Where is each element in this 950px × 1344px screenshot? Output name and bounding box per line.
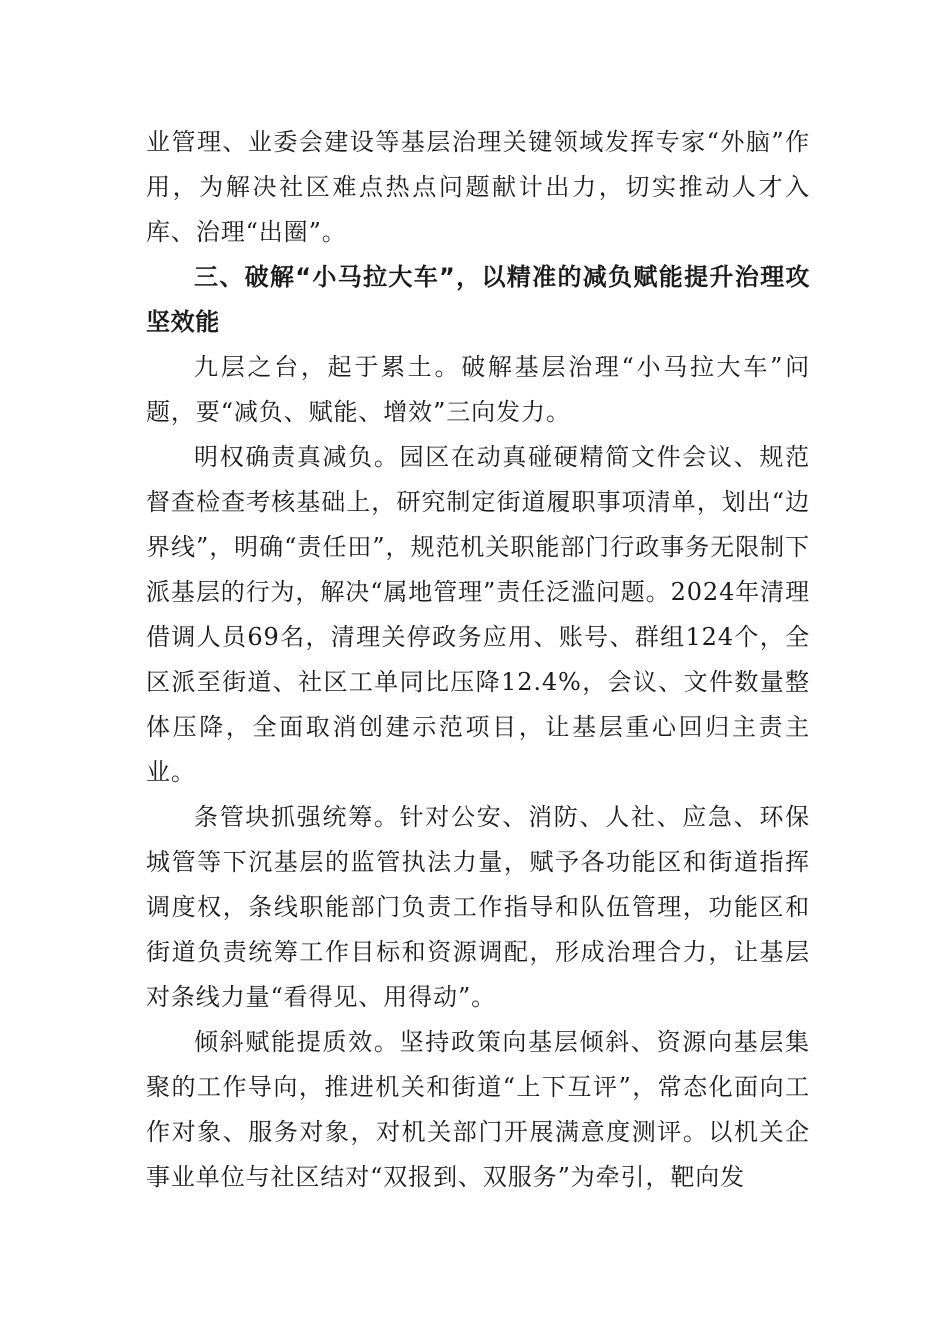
paragraph-burden-reduction: 明权确责真减负。园区在动真碰硬精简文件会议、规范督查检查考核基础上，研究制定街道履职事项清单，划出“边界线”，明确“责任田”，规范机关职能部门行政事务无限制下派基层的行为，解决“属地管理”责任泛滥问题。2024年清理借调人员69名，清理关停政务应用、账号、群组124个，全区派至街道、社区工单同比压降12.4%，会议、文件数量整体压降，全面取消创建示范项目，让基层重心回归主责主业。 <box>146 443 810 786</box>
paragraph-intro: 九层之台，起于累土。破解基层治理“小马拉大车”问题，要“减负、赋能、增效”三向发力。 <box>146 353 810 426</box>
section-heading: 三、破解“小马拉大车”，以精准的减负赋能提升治理攻坚效能 <box>146 263 810 336</box>
paragraph-continuation: 业管理、业委会建设等基层治理关键领域发挥专家“外脑”作用，为解决社区难点热点问题献计出力，切实推动人才入库、治理“出圈”。 <box>146 128 810 246</box>
paragraph-coordination: 条管块抓强统筹。针对公安、消防、人社、应急、环保城管等下沉基层的监管执法力量，赋予各功能区和街道指挥调度权，条线职能部门负责工作指导和队伍管理，功能区和街道负责统筹工作目标和资源调配，形成治理合力，让基层对条线力量“看得见、用得动”。 <box>146 803 810 1011</box>
document-body <box>146 120 810 1200</box>
paragraph-empowerment: 倾斜赋能提质效。坚持政策向基层倾斜、资源向基层集聚的工作导向，推进机关和街道“上下互评”，常态化面向工作对象、服务对象，对机关部门开展满意度测评。以机关企事业单位与社区结对“双报到、双服务”为牵引，靶向发 <box>146 1028 810 1191</box>
